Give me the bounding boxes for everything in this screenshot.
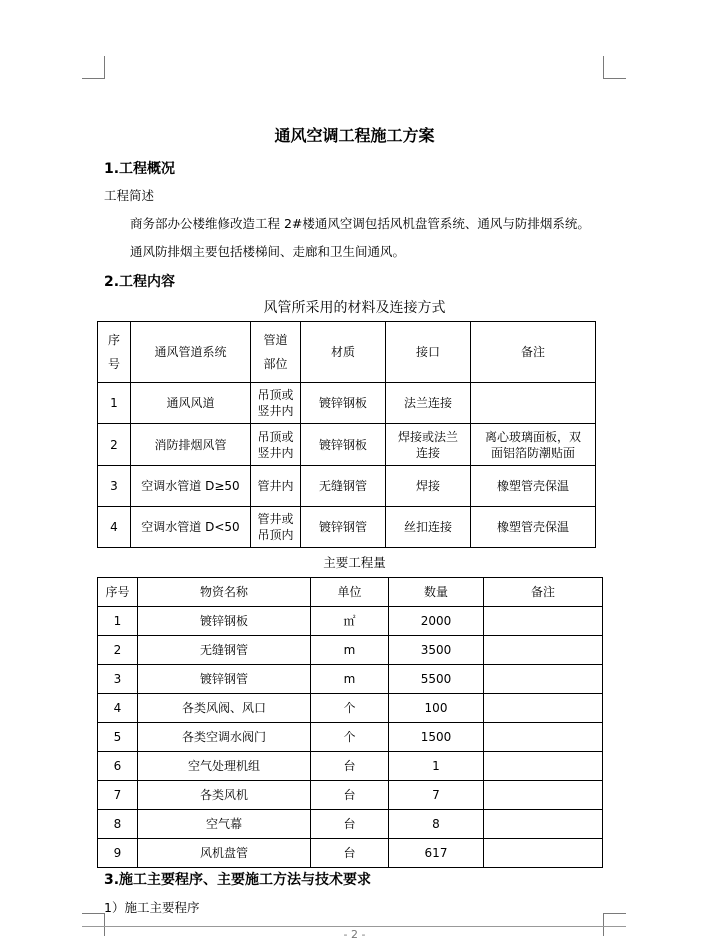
table-cell: 橡塑管壳保温: [471, 507, 596, 548]
header-cell: 单位: [311, 578, 389, 607]
header-cell: 物资名称: [138, 578, 311, 607]
table-row: [98, 665, 603, 694]
table-row: [98, 781, 603, 810]
table-cell: 8: [98, 810, 138, 839]
table-row: [98, 723, 603, 752]
header-cell: 通风管道系统: [131, 322, 251, 383]
table-cell: [484, 839, 603, 868]
section-2-heading: 2.工程内容: [104, 274, 176, 290]
table-cell: [484, 607, 603, 636]
section-1-paragraph-2: 通风防排烟主要包括楼梯间、走廊和卫生间通风。: [130, 244, 406, 259]
table-cell: 空调水管道 D≥50: [131, 466, 251, 507]
section-3-subheading: 1）施工主要程序: [104, 900, 200, 915]
table-cell: 个: [311, 723, 389, 752]
table-cell: 焊接: [386, 466, 471, 507]
table-row: [98, 466, 596, 507]
table-cell: 7: [389, 781, 484, 810]
table-cell: 管井内: [251, 466, 301, 507]
table-cell: [484, 694, 603, 723]
table-cell: 台: [311, 810, 389, 839]
table-cell: [484, 665, 603, 694]
table-row: [98, 810, 603, 839]
quantities-table: [97, 577, 603, 868]
table-cell: 3500: [389, 636, 484, 665]
table-cell: 无缝钢管: [138, 636, 311, 665]
table-cell: 空气幕: [138, 810, 311, 839]
table-cell: 通风风道: [131, 383, 251, 424]
table-row: [98, 424, 596, 466]
table-cell: 9: [98, 839, 138, 868]
table-row: [98, 752, 603, 781]
materials-table: [97, 321, 596, 548]
table-cell: 2: [98, 424, 131, 466]
header-cell: 接口: [386, 322, 471, 383]
table-cell: 5: [98, 723, 138, 752]
section-1-subheading: 工程简述: [104, 188, 155, 203]
table-cell: 吊顶或 竖井内: [251, 383, 301, 424]
table-cell: 空气处理机组: [138, 752, 311, 781]
table-cell: 焊接或法兰 连接: [386, 424, 471, 466]
table-cell: ㎡: [311, 607, 389, 636]
header-cell: 序号: [98, 578, 138, 607]
page-number: - 2 -: [343, 928, 366, 941]
section-1-heading: 1.工程概况: [104, 161, 176, 177]
crop-mark-top-right: [603, 56, 626, 79]
section-1-paragraph-1: 商务部办公楼维修改造工程 2#楼通风空调包括风机盘管系统、通风与防排烟系统。: [130, 216, 590, 231]
document-title: 通风空调工程施工方案: [274, 126, 435, 145]
section-3-heading: 3.施工主要程序、主要施工方法与技术要求: [104, 872, 372, 888]
footer-divider: [82, 926, 626, 927]
header-cell: 数量: [389, 578, 484, 607]
table-cell: 管井或 吊顶内: [251, 507, 301, 548]
header-cell: 备注: [484, 578, 603, 607]
table-cell: 3: [98, 466, 131, 507]
table-cell: 100: [389, 694, 484, 723]
table-cell: [484, 781, 603, 810]
table-cell: 镀锌钢板: [138, 607, 311, 636]
header-cell: 备注: [471, 322, 596, 383]
table-1-caption: 风管所采用的材料及连接方式: [263, 300, 446, 316]
table-2-caption: 主要工程量: [323, 555, 386, 570]
table-cell: 617: [389, 839, 484, 868]
table-cell: [484, 636, 603, 665]
table-cell: 6: [98, 752, 138, 781]
table-cell: 空调水管道 D<50: [131, 507, 251, 548]
table-cell: 1: [98, 607, 138, 636]
table-row: [98, 507, 596, 548]
table-cell: 各类空调水阀门: [138, 723, 311, 752]
table-cell: 离心玻璃面板，双 面铝箔防潮贴面: [471, 424, 596, 466]
table-cell: 各类风阀、风口: [138, 694, 311, 723]
table-cell: 3: [98, 665, 138, 694]
header-cell: 管道 部位: [251, 322, 301, 383]
table-row: [98, 694, 603, 723]
table-cell: 台: [311, 781, 389, 810]
table-cell: 镀锌钢板: [301, 424, 386, 466]
crop-mark-top-left: [82, 56, 105, 79]
table-cell: 各类风机: [138, 781, 311, 810]
header-cell: 序 号: [98, 322, 131, 383]
table-cell: 镀锌钢板: [301, 383, 386, 424]
table-cell: 丝扣连接: [386, 507, 471, 548]
table-cell: 镀锌钢管: [138, 665, 311, 694]
table-cell: 橡塑管壳保温: [471, 466, 596, 507]
table-row: [98, 839, 603, 868]
table-cell: [471, 383, 596, 424]
table-cell: 2000: [389, 607, 484, 636]
table-cell: 台: [311, 752, 389, 781]
table-cell: 4: [98, 694, 138, 723]
table-row: [98, 607, 603, 636]
header-cell: 材质: [301, 322, 386, 383]
table-cell: 5500: [389, 665, 484, 694]
table-cell: [484, 810, 603, 839]
table-cell: 法兰连接: [386, 383, 471, 424]
table-cell: 镀锌钢管: [301, 507, 386, 548]
table-cell: 个: [311, 694, 389, 723]
table-cell: 1500: [389, 723, 484, 752]
table-cell: 1: [389, 752, 484, 781]
table-cell: m: [311, 665, 389, 694]
table-cell: m: [311, 636, 389, 665]
table-cell: 2: [98, 636, 138, 665]
table-cell: 8: [389, 810, 484, 839]
table-cell: 吊顶或 竖井内: [251, 424, 301, 466]
table-cell: [484, 752, 603, 781]
table-cell: [484, 723, 603, 752]
table-cell: 1: [98, 383, 131, 424]
table-cell: 7: [98, 781, 138, 810]
table-header-row: [98, 578, 603, 607]
table-cell: 台: [311, 839, 389, 868]
table-header-row: [98, 322, 596, 383]
table-cell: 消防排烟风管: [131, 424, 251, 466]
table-cell: 风机盘管: [138, 839, 311, 868]
table-cell: 4: [98, 507, 131, 548]
table-cell: 无缝钢管: [301, 466, 386, 507]
table-row: [98, 383, 596, 424]
table-row: [98, 636, 603, 665]
